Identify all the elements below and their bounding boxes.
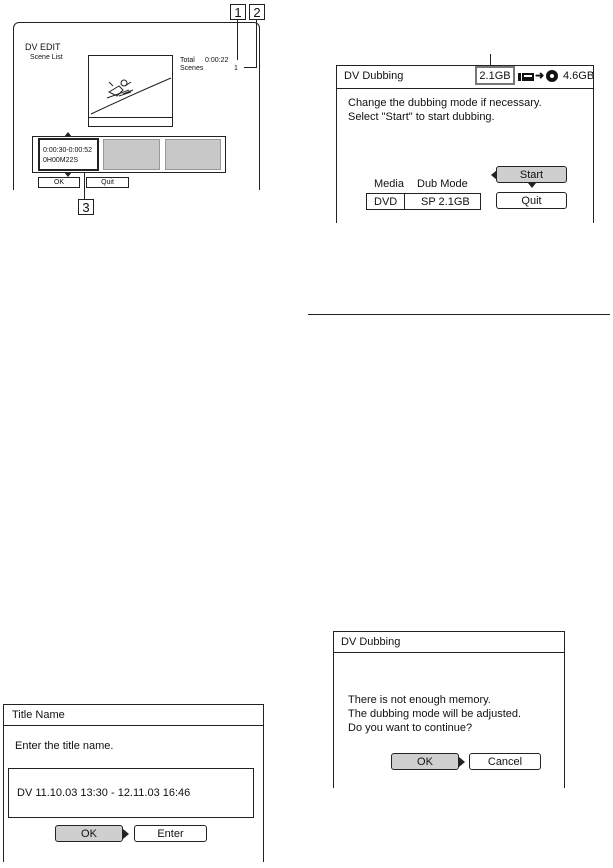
callout-1: 1 [230,4,246,20]
media-header: Media [374,178,404,190]
title-name-title: Title Name [12,709,65,721]
start-down-arrow-icon [528,183,536,188]
ok-pointer-icon [123,829,129,839]
scene-list-label: Scene List [30,54,63,61]
dub-mode-header: Dub Mode [417,178,468,190]
dubmode-value: SP 2.1GB [421,196,470,208]
dubbing2-title: DV Dubbing [341,636,401,648]
dubbing2-cancel-button[interactable]: Cancel [469,753,541,770]
skier-image [89,56,172,116]
dub-arrow-icon: ➜ [535,70,545,82]
scene-up-arrow-icon [64,132,72,137]
scene-thumbnail-2[interactable] [103,139,160,170]
dv-edit-title: DV EDIT [25,42,61,52]
section-rule [308,314,610,315]
dubbing2-line-2: The dubbing mode will be adjusted. [348,708,522,720]
scenes-value: 1 [234,65,238,72]
callout-2: 2 [249,4,265,20]
start-button[interactable]: Start [496,166,567,183]
available-size: 4.6GB [563,70,595,82]
scene-thumbnail-selected[interactable] [38,138,99,171]
dv-edit-ok-button[interactable]: OK [38,177,80,188]
scene-duration: 0H00M22S [43,157,79,164]
dubbing2-ok-button[interactable]: OK [391,753,459,770]
dubbing2-ok-pointer-icon [459,757,465,767]
dubbing2-line-1: There is not enough memory. [348,694,491,706]
dubbing1-message-1: Change the dubbing mode if necessary. [348,97,542,109]
media-dubmode-divider [404,193,405,210]
title-name-prompt: Enter the title name. [15,740,114,752]
scenes-label: Scenes [180,65,204,72]
required-size: 2.1GB [475,66,515,85]
dv-edit-quit-button[interactable]: Quit [86,177,129,188]
title-name-input[interactable] [8,768,254,818]
dubbing2-line-3: Do you want to continue? [348,722,473,734]
scene-preview [88,55,173,127]
scene-timecode: 0:00:30-0:00:52 [43,147,93,154]
dubbing2-title-divider [333,652,565,653]
title-name-value: DV 11.10.03 13:30 - 12.11.03 16:46 [17,787,191,799]
total-label: Total [180,57,195,64]
total-value: 0:00:22 [205,57,229,64]
dubbing1-title-divider [336,88,594,89]
disc-icon [546,70,558,82]
callout-3-leader [84,173,85,200]
title-name-ok-button[interactable]: OK [55,825,123,842]
dubbing1-message-2: Select "Start" to start dubbing. [348,111,495,123]
media-value: DVD [374,196,398,208]
title-name-divider [3,725,264,726]
dubbing1-quit-button[interactable]: Quit [496,192,567,209]
dv-camera-icon [518,70,534,88]
title-name-enter-button[interactable]: Enter [134,825,207,842]
dubbing1-title: DV Dubbing [344,70,404,82]
callout-3: 3 [78,199,94,215]
start-pointer-icon [491,170,497,180]
scene-thumbnail-3[interactable] [165,139,221,170]
